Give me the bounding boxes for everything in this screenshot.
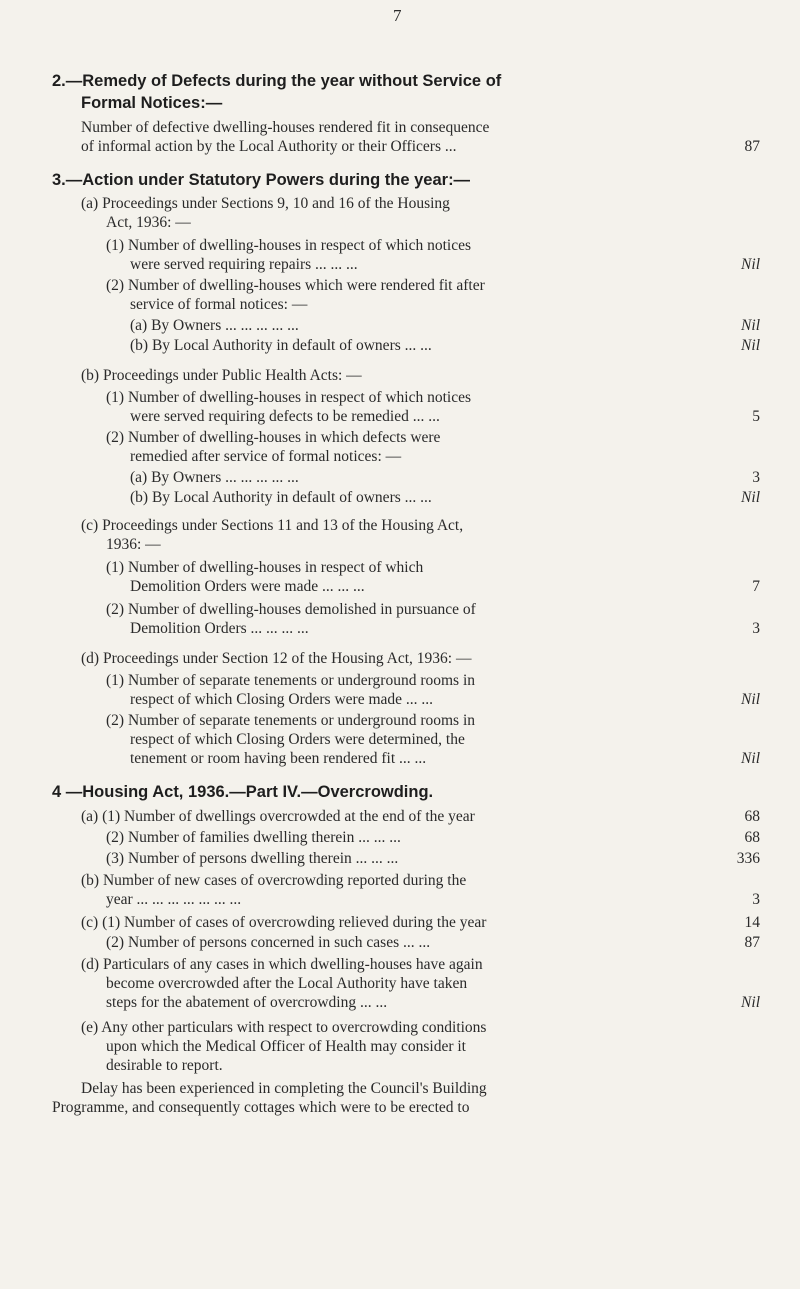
section2-value: 87 [744, 138, 760, 155]
s4-c2: (2) Number of persons concerned in such cases ... ... [106, 934, 431, 951]
s4-d-cont2: steps for the abatement of overcrowding ... ... [106, 994, 388, 1011]
s3b-heading: (b) Proceedings under Public Health Acts: — [81, 367, 362, 384]
s3a-item1-cont: were served requiring repairs ... ... ... [130, 256, 358, 273]
s4-c2-value: 87 [744, 934, 760, 951]
s4-a1: (a) (1) Number of dwellings overcrowded at the end of the year [81, 808, 475, 825]
closing-paragraph-cont: Programme, and consequently cottages which were to be erected to [52, 1099, 470, 1116]
section2-text: Number of defective dwelling-houses rendered fit in consequence [81, 119, 490, 136]
s3a-sub-a: (a) By Owners ... ... ... ... ... [130, 317, 299, 334]
s3c-heading: (c) Proceedings under Sections 11 and 13 of the Housing Act, [81, 517, 464, 534]
s3d-heading: (d) Proceedings under Section 12 of the Housing Act, 1936: — [81, 650, 472, 667]
s3a-heading: (a) Proceedings under Sections 9, 10 and 16 of the Housing [81, 195, 450, 212]
s4-a1-value: 68 [744, 808, 760, 825]
s3a-item1-value: Nil [741, 256, 760, 273]
s3c-heading-cont: 1936: — [106, 536, 161, 553]
s4-c1-value: 14 [744, 914, 760, 931]
s4-a3: (3) Number of persons dwelling therein ... ... ... [106, 850, 399, 867]
s4-b: (b) Number of new cases of overcrowding reported during the [81, 872, 467, 889]
s3c-item2-value: 3 [752, 620, 760, 637]
s3a-item1: (1) Number of dwelling-houses in respect of which notices [106, 237, 472, 254]
page-number: 7 [393, 6, 402, 25]
closing-paragraph: Delay has been experienced in completing the Council's Building [81, 1080, 487, 1097]
s4-b-value: 3 [752, 891, 760, 908]
s3a-heading-cont: Act, 1936: — [106, 214, 191, 231]
s3b-item1-value: 5 [752, 408, 760, 425]
s3d-item1-value: Nil [741, 691, 760, 708]
s4-d-cont: become overcrowded after the Local Authority have taken [106, 975, 468, 992]
s3b-item2: (2) Number of dwelling-houses in which defects were [106, 429, 441, 446]
s4-e: (e) Any other particulars with respect to overcrowding conditions [81, 1019, 487, 1036]
s3a-sub-b: (b) By Local Authority in default of owners ... ... [130, 337, 432, 354]
s3d-item2: (2) Number of separate tenements or underground rooms in [106, 712, 476, 729]
section4-heading: 4 —Housing Act, 1936.—Part IV.—Overcrowding. [52, 783, 434, 801]
s3c-item1-cont: Demolition Orders were made ... ... ... [130, 578, 365, 595]
s4-b-cont: year ... ... ... ... ... ... ... [106, 891, 242, 908]
s3d-item2-value: Nil [741, 750, 760, 767]
s3c-item2: (2) Number of dwelling-houses demolished in pursuance of [106, 601, 476, 618]
s3b-item1: (1) Number of dwelling-houses in respect of which notices [106, 389, 472, 406]
s3d-item1-cont: respect of which Closing Orders were made ... ... [130, 691, 434, 708]
section2-heading: 2.—Remedy of Defects during the year without Service of [52, 72, 502, 90]
s3b-item2-cont: remedied after service of formal notices: — [130, 448, 402, 465]
s4-a3-value: 336 [736, 850, 760, 867]
s3a-item2: (2) Number of dwelling-houses which were rendered fit after [106, 277, 485, 294]
s3b-sub-b: (b) By Local Authority in default of owners ... ... [130, 489, 432, 506]
s3a-sub-b-value: Nil [741, 337, 760, 354]
s3d-item2-cont2: tenement or room having been rendered fit ... ... [130, 750, 427, 767]
s3a-sub-a-value: Nil [741, 317, 760, 334]
s4-d: (d) Particulars of any cases in which dwelling-houses have again [81, 956, 483, 973]
s4-a2: (2) Number of families dwelling therein ... ... ... [106, 829, 401, 846]
s3c-item1: (1) Number of dwelling-houses in respect of which [106, 559, 424, 576]
s3b-item1-cont: were served requiring defects to be remedied ... ... [130, 408, 440, 425]
s4-d-value: Nil [741, 994, 760, 1011]
s3d-item2-cont: respect of which Closing Orders were determined, the [130, 731, 465, 748]
s3b-sub-b-value: Nil [741, 489, 760, 506]
s3c-item1-value: 7 [752, 578, 760, 595]
section2-text-cont: of informal action by the Local Authority or their Officers ... [81, 138, 457, 155]
s3b-sub-a-value: 3 [752, 469, 760, 486]
s4-c1: (c) (1) Number of cases of overcrowding relieved during the year [81, 914, 487, 931]
s3c-item2-cont: Demolition Orders ... ... ... ... [130, 620, 309, 637]
s4-a2-value: 68 [744, 829, 760, 846]
section3-heading: 3.—Action under Statutory Powers during the year:— [52, 171, 471, 189]
section2-heading-cont: Formal Notices:— [81, 94, 223, 112]
s3a-item2-cont: service of formal notices: — [130, 296, 308, 313]
s4-e-cont2: desirable to report. [106, 1057, 223, 1074]
s3b-sub-a: (a) By Owners ... ... ... ... ... [130, 469, 299, 486]
s4-e-cont: upon which the Medical Officer of Health may consider it [106, 1038, 466, 1055]
s3d-item1: (1) Number of separate tenements or underground rooms in [106, 672, 476, 689]
